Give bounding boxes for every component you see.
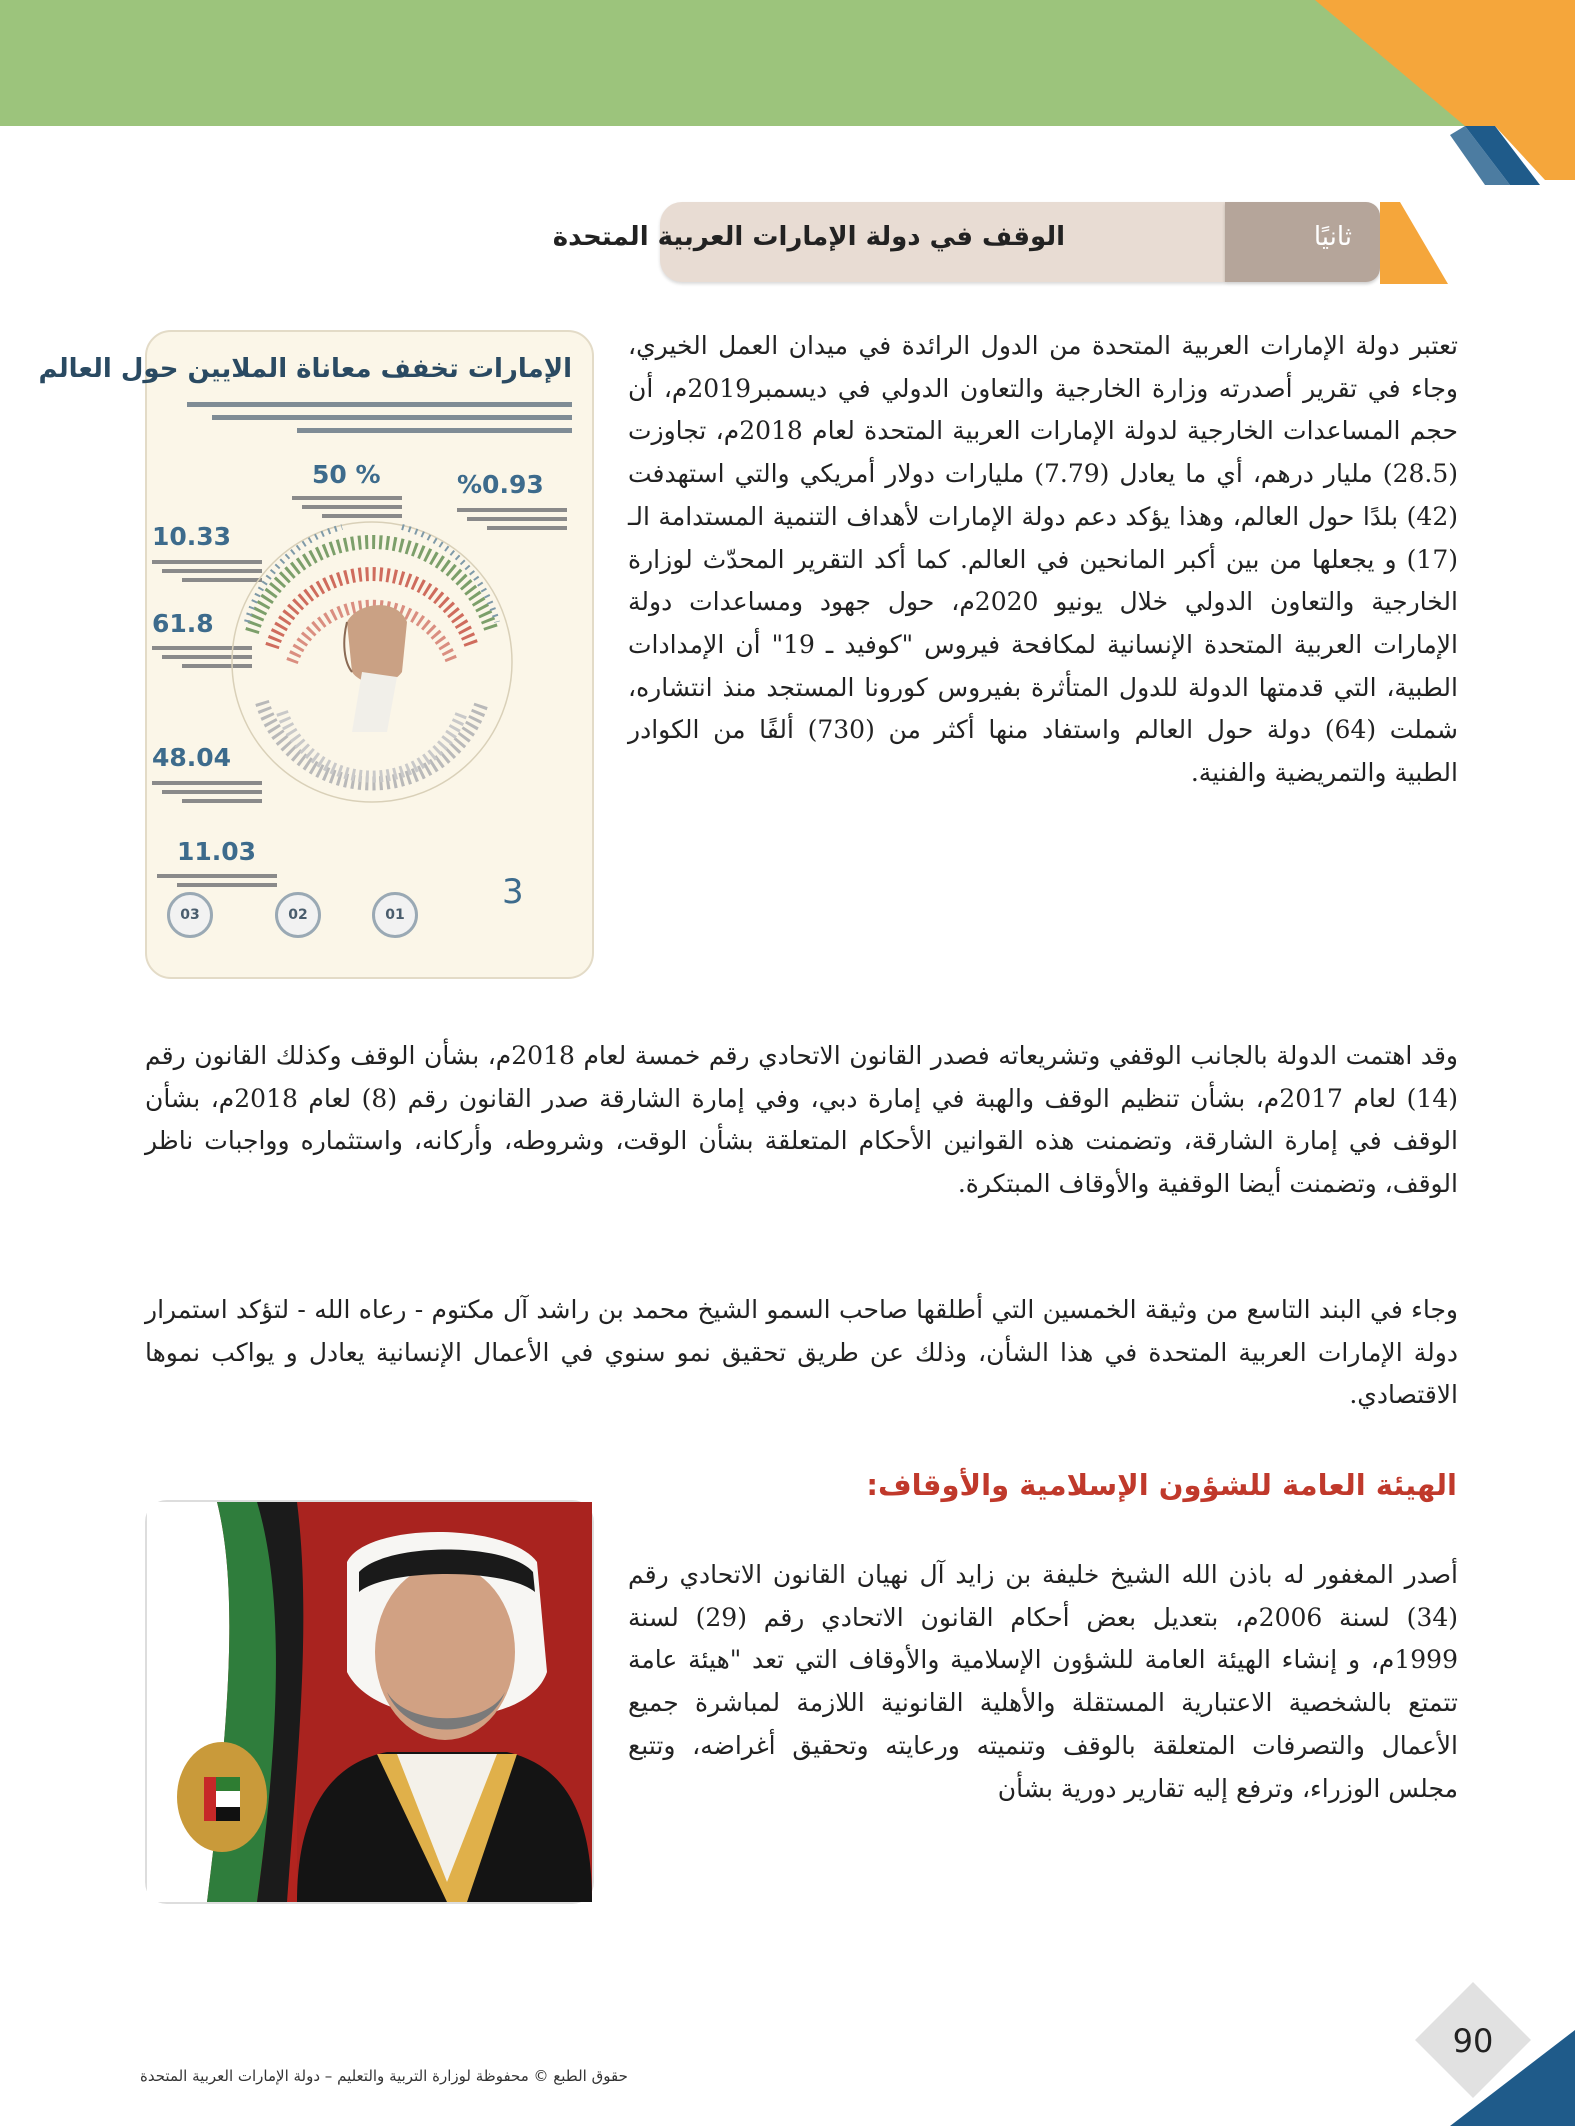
stat-61-8: 61.8 xyxy=(152,609,214,638)
top-banner xyxy=(0,0,1500,126)
badge-02: 02 xyxy=(275,892,321,938)
badge-01: 01 xyxy=(372,892,418,938)
infographic-title: الإمارات تخفف معاناة الملايين حول العالم xyxy=(38,354,572,384)
paragraph-aid-report: تعتبر دولة الإمارات العربية المتحدة من الدول الرائدة في ميدان العمل الخيري، وجاء في تقرير أصدرته وزارة الخارجية والتعاون الدولي في ديسمبر2019م، أن حجم المساعدات الخارجية لدولة الإمارات العربية المتحدة لعام 2018م، تجاوزت (28.5) مليار درهم، أي ما يعادل (7.79) مليارات دولار أمريكي والتي استهدفت (42) بلدًا حول العالم، وهذا يؤكد دعم دولة الإمارات لأهداف التنمية المستدامة الـ (17) و يجعلها من بين أكبر المانحين في العالم. كما أكد التقرير المحدّث لوزارة الخارجية والتعاون الدولي خلال يونيو 2020م، حول جهود ومساعدات دولة الإمارات العربية المتحدة الإنسانية لمكافحة فيروس "كوفيد ـ 19" أن الإمدادات الطبية، التي قدمتها الدولة للدول المتأثرة بفيروس كورونا المستجد منذ انتشاره، شملت (64) دولة حول العالم واستفاد منها أكثر من (730) ألفًا من الكوادر الطبية والتمريضية والفنية. xyxy=(628,331,1458,788)
top-corner-decoration xyxy=(1315,0,1575,190)
section-title: الوقف في دولة الإمارات العربية المتحدة xyxy=(552,222,1065,252)
section-title-pill xyxy=(552,202,1225,282)
portrait-photo xyxy=(145,1500,594,1904)
page-number: 90 xyxy=(1452,2022,1494,2060)
paragraph-awqaf-decree: أصدر المغفور له باذن الله الشيخ خليفة بن زايد آل نهيان القانون الاتحادي رقم (34) لسنة 2006م، بتعديل بعض أحكام القانون الاتحادي رقم (29) لسنة 1999م، و إنشاء الهيئة العامة للشؤون الإسلامية والأوقاف التي تعد "هيئة عامة تتمتع بالشخصية الاعتبارية المستقلة والأهلية القانونية اللازمة لمباشرة جميع الأعمال والتصرفات المتعلقة بالوقف وتنميته ورعايته وتحقيق أغراضه، وتتبع مجلس الوزراء، وترفع إليه تقارير دورية بشأن xyxy=(628,1560,1459,1803)
subheading-awqaf-authority: الهيئة العامة للشؤون الإسلامية والأوقاف: xyxy=(866,1468,1457,1502)
infographic-dot-ring-illustration xyxy=(222,472,522,852)
section-header xyxy=(552,202,1380,284)
badge-03: 03 xyxy=(167,892,213,938)
section-arrow-icon xyxy=(1380,202,1450,284)
stat-50-percent: % 50 xyxy=(312,460,381,489)
stat-093-percent: %0.93 xyxy=(457,470,544,499)
stat-note xyxy=(157,870,277,890)
stat-10-33: 10.33 xyxy=(152,522,232,551)
section-number: ثانيًا xyxy=(1313,222,1352,252)
footer-corner-decoration xyxy=(1450,2030,1575,2126)
stat-11-03: 11.03 xyxy=(177,837,257,866)
stat-48-04: 48.04 xyxy=(152,743,232,772)
footer-copyright: حقوق الطبع © محفوظة لوزارة التربية والتعليم – دولة الإمارات العربية المتحدة xyxy=(140,2067,628,2085)
paragraph-fifty-document: وجاء في البند التاسع من وثيقة الخمسين التي أطلقها صاحب السمو الشيخ محمد بن راشد آل مكتوم - رعاه الله - لتؤكد استمرار دولة الإمارات العربية المتحدة في هذا الشأن، وذلك عن طريق تحقيق نمو سنوي في الأعمال الإنسانية يعادل و يواكب نموها الاقتصادي. xyxy=(145,1295,1458,1410)
stat-3: 3 xyxy=(502,872,524,912)
section-number-box xyxy=(1225,202,1380,282)
infographic xyxy=(38,330,594,979)
paragraph-waqf-laws: وقد اهتمت الدولة بالجانب الوقفي وتشريعاته فصدر القانون الاتحادي رقم خمسة لعام 2018م، بشأن الوقف وكذلك القانون رقم (14) لعام 2017م، بشأن تنظيم الوقف والهبة في إمارة دبي، وفي إمارة الشارقة صدر القانون رقم (8) لعام 2018م، بشأن الوقف في إمارة الشارقة، وتضمنت هذه القوانين الأحكام المتعلقة بشأن الوقت، وشروطه، وأركانه، واستثماره وواجبات ناظر الوقف، وتضمنت أيضا الوقفية والأوقاف المبتكرة. xyxy=(145,1041,1459,1199)
infographic-subtitle-lines xyxy=(167,396,572,440)
